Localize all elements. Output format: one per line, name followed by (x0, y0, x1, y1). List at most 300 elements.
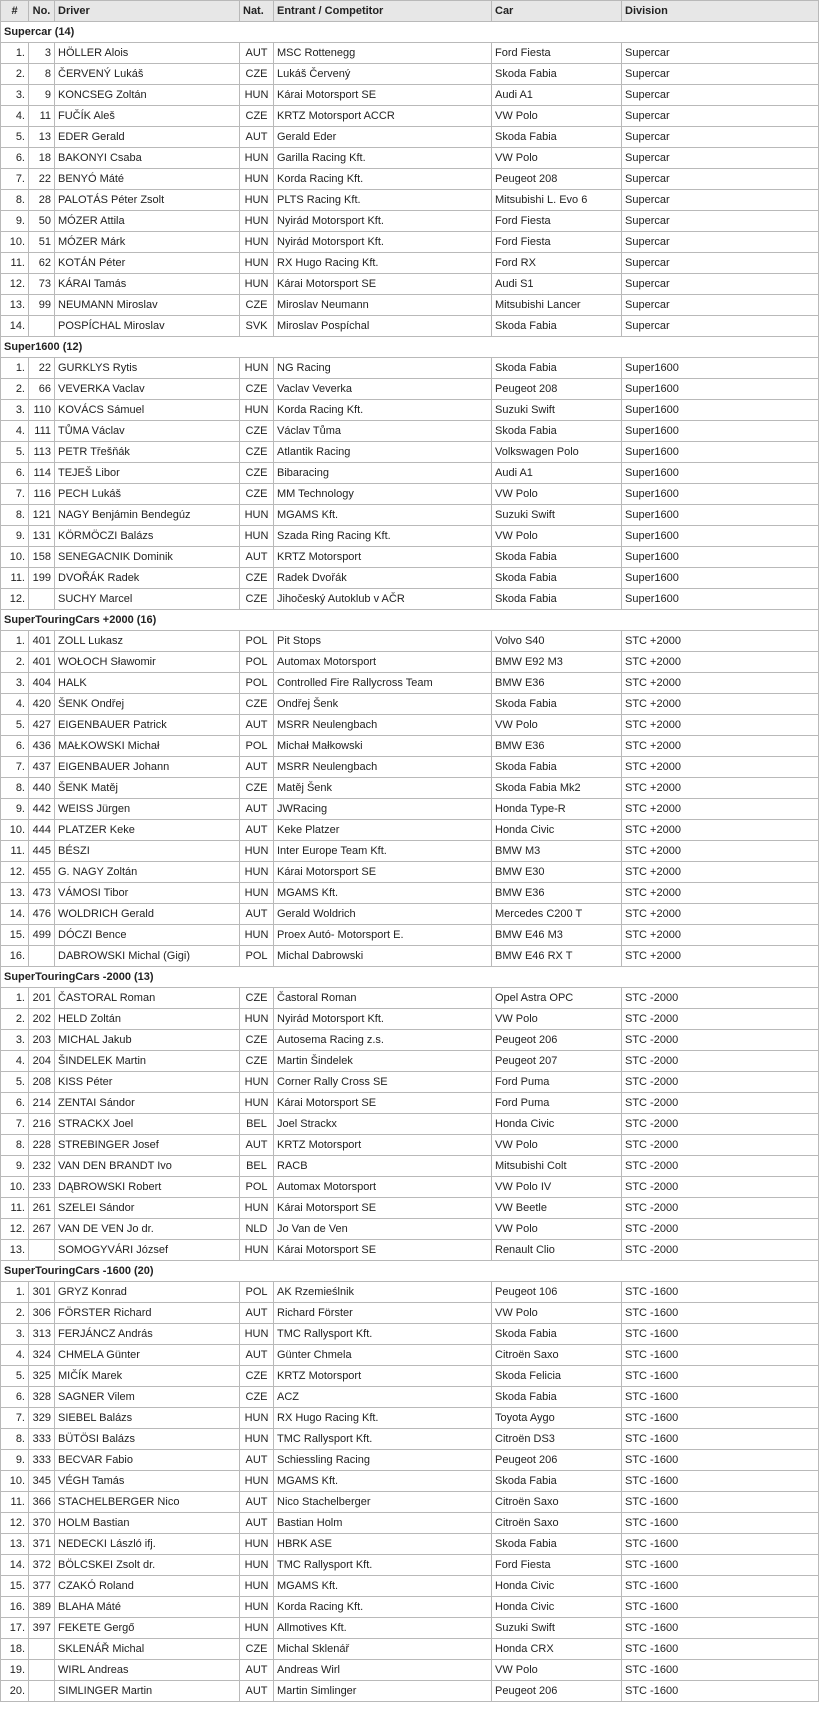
cell-car: BMW E46 M3 (492, 925, 622, 946)
cell-position: 16. (1, 946, 29, 967)
cell-car: Skoda Fabia (492, 589, 622, 610)
cell-driver: PETR Třešňák (55, 442, 240, 463)
table-row (1, 253, 819, 274)
cell-number: 333 (29, 1450, 55, 1471)
cell-car: Suzuki Swift (492, 1618, 622, 1639)
cell-nationality: HUN (240, 1072, 274, 1093)
cell-entrant: Garilla Racing Kft. (274, 148, 492, 169)
cell-position: 12. (1, 1219, 29, 1240)
table-row (1, 1345, 819, 1366)
table-row (1, 421, 819, 442)
table-row (1, 64, 819, 85)
table-row (1, 43, 819, 64)
table-row (1, 568, 819, 589)
cell-division: STC -1600 (622, 1681, 819, 1702)
cell-entrant: Jihočeský Autoklub v AČR (274, 589, 492, 610)
cell-division: Super1600 (622, 568, 819, 589)
cell-division: STC +2000 (622, 715, 819, 736)
cell-car: Peugeot 106 (492, 1282, 622, 1303)
cell-division: STC +2000 (622, 925, 819, 946)
cell-driver: HOLM Bastian (55, 1513, 240, 1534)
cell-division: STC -1600 (622, 1618, 819, 1639)
cell-position: 13. (1, 1240, 29, 1261)
cell-driver: ZENTAI Sándor (55, 1093, 240, 1114)
cell-number: 228 (29, 1135, 55, 1156)
cell-number: 440 (29, 778, 55, 799)
cell-entrant: TMC Rallysport Kft. (274, 1555, 492, 1576)
cell-number: 329 (29, 1408, 55, 1429)
table-row (1, 1450, 819, 1471)
cell-division: STC -1600 (622, 1513, 819, 1534)
cell-entrant: Matěj Šenk (274, 778, 492, 799)
cell-division: STC +2000 (622, 904, 819, 925)
cell-division: Super1600 (622, 589, 819, 610)
cell-division: Super1600 (622, 463, 819, 484)
cell-position: 5. (1, 1072, 29, 1093)
cell-nationality: AUT (240, 1681, 274, 1702)
section-header-row (1, 22, 819, 43)
table-row (1, 1387, 819, 1408)
cell-position: 10. (1, 232, 29, 253)
col-header-nationality: Nat. (240, 1, 274, 22)
cell-entrant: MM Technology (274, 484, 492, 505)
cell-car: Mitsubishi Colt (492, 1156, 622, 1177)
cell-number: 3 (29, 43, 55, 64)
cell-number: 114 (29, 463, 55, 484)
cell-driver: BENYÓ Máté (55, 169, 240, 190)
cell-entrant: Proex Autó- Motorsport E. (274, 925, 492, 946)
section-header-row (1, 967, 819, 988)
cell-nationality: HUN (240, 526, 274, 547)
cell-car: VW Polo (492, 106, 622, 127)
cell-position: 9. (1, 526, 29, 547)
cell-car: Skoda Fabia (492, 1324, 622, 1345)
table-row (1, 799, 819, 820)
cell-number: 110 (29, 400, 55, 421)
cell-division: Supercar (622, 85, 819, 106)
cell-nationality: HUN (240, 358, 274, 379)
cell-division: Supercar (622, 148, 819, 169)
cell-driver: PLATZER Keke (55, 820, 240, 841)
cell-division: STC -2000 (622, 1009, 819, 1030)
cell-division: STC -1600 (622, 1576, 819, 1597)
cell-division: STC +2000 (622, 841, 819, 862)
cell-nationality: POL (240, 673, 274, 694)
table-row (1, 631, 819, 652)
cell-driver: MAŁKOWSKI Michał (55, 736, 240, 757)
col-header-driver: Driver (55, 1, 240, 22)
cell-position: 8. (1, 505, 29, 526)
cell-number: 306 (29, 1303, 55, 1324)
cell-entrant: MSC Rottenegg (274, 43, 492, 64)
cell-number: 267 (29, 1219, 55, 1240)
cell-entrant: Korda Racing Kft. (274, 400, 492, 421)
cell-position: 14. (1, 904, 29, 925)
cell-number: 62 (29, 253, 55, 274)
cell-driver: MÓZER Attila (55, 211, 240, 232)
cell-car: VW Beetle (492, 1198, 622, 1219)
cell-number: 420 (29, 694, 55, 715)
cell-driver: G. NAGY Zoltán (55, 862, 240, 883)
cell-car: Skoda Fabia (492, 694, 622, 715)
cell-car: Skoda Fabia (492, 547, 622, 568)
cell-driver: PECH Lukáš (55, 484, 240, 505)
table-row (1, 925, 819, 946)
cell-entrant: Korda Racing Kft. (274, 1597, 492, 1618)
table-row (1, 1009, 819, 1030)
cell-car: Citroën Saxo (492, 1492, 622, 1513)
cell-car: VW Polo (492, 1135, 622, 1156)
table-row (1, 463, 819, 484)
cell-driver: ČERVENÝ Lukáš (55, 64, 240, 85)
cell-driver: SAGNER Vilem (55, 1387, 240, 1408)
cell-number: 345 (29, 1471, 55, 1492)
table-row (1, 1534, 819, 1555)
cell-division: STC -1600 (622, 1555, 819, 1576)
cell-nationality: CZE (240, 106, 274, 127)
table-row (1, 1576, 819, 1597)
cell-position: 5. (1, 442, 29, 463)
cell-position: 1. (1, 1282, 29, 1303)
cell-car: Audi A1 (492, 85, 622, 106)
cell-position: 12. (1, 862, 29, 883)
cell-position: 13. (1, 295, 29, 316)
cell-entrant: Bibaracing (274, 463, 492, 484)
cell-number: 437 (29, 757, 55, 778)
cell-number (29, 589, 55, 610)
cell-entrant: Martin Šindelek (274, 1051, 492, 1072)
table-row (1, 1093, 819, 1114)
table-row (1, 736, 819, 757)
cell-position: 3. (1, 1324, 29, 1345)
cell-nationality: POL (240, 946, 274, 967)
cell-car: Audi A1 (492, 463, 622, 484)
table-row (1, 1555, 819, 1576)
cell-number: 51 (29, 232, 55, 253)
cell-division: Super1600 (622, 547, 819, 568)
cell-division: Super1600 (622, 379, 819, 400)
table-row (1, 1030, 819, 1051)
cell-division: Super1600 (622, 442, 819, 463)
table-row (1, 106, 819, 127)
cell-nationality: HUN (240, 505, 274, 526)
cell-nationality: AUT (240, 904, 274, 925)
cell-nationality: HUN (240, 1576, 274, 1597)
cell-division: STC -2000 (622, 1198, 819, 1219)
col-header-number: No. (29, 1, 55, 22)
cell-nationality: HUN (240, 85, 274, 106)
cell-nationality: AUT (240, 43, 274, 64)
cell-division: STC -1600 (622, 1450, 819, 1471)
cell-driver: MICHAL Jakub (55, 1030, 240, 1051)
cell-nationality: AUT (240, 1303, 274, 1324)
table-row (1, 1177, 819, 1198)
cell-position: 10. (1, 820, 29, 841)
table-row (1, 1156, 819, 1177)
cell-car: Skoda Fabia (492, 358, 622, 379)
table-row (1, 1072, 819, 1093)
cell-car: Citroën DS3 (492, 1429, 622, 1450)
cell-driver: SZELEI Sándor (55, 1198, 240, 1219)
table-row (1, 358, 819, 379)
cell-number: 377 (29, 1576, 55, 1597)
cell-nationality: HUN (240, 862, 274, 883)
cell-division: Super1600 (622, 421, 819, 442)
cell-number: 66 (29, 379, 55, 400)
cell-number: 313 (29, 1324, 55, 1345)
table-row (1, 673, 819, 694)
cell-driver: VEVERKA Vaclav (55, 379, 240, 400)
cell-car: Skoda Fabia (492, 64, 622, 85)
cell-division: STC -2000 (622, 1135, 819, 1156)
cell-driver: ŠINDELEK Martin (55, 1051, 240, 1072)
col-header-entrant: Entrant / Competitor (274, 1, 492, 22)
cell-car: Skoda Fabia (492, 1534, 622, 1555)
cell-car: Skoda Fabia (492, 568, 622, 589)
cell-driver: EIGENBAUER Patrick (55, 715, 240, 736)
table-row (1, 1114, 819, 1135)
table-row (1, 652, 819, 673)
cell-driver: KISS Péter (55, 1072, 240, 1093)
cell-entrant: MSRR Neulengbach (274, 715, 492, 736)
cell-entrant: RX Hugo Racing Kft. (274, 1408, 492, 1429)
cell-division: Supercar (622, 43, 819, 64)
cell-division: Supercar (622, 316, 819, 337)
cell-car: Ford Fiesta (492, 232, 622, 253)
cell-car: Skoda Fabia (492, 127, 622, 148)
cell-driver: VAN DEN BRANDT Ivo (55, 1156, 240, 1177)
cell-number: 199 (29, 568, 55, 589)
cell-position: 19. (1, 1660, 29, 1681)
cell-entrant: Pit Stops (274, 631, 492, 652)
cell-entrant: TMC Rallysport Kft. (274, 1429, 492, 1450)
cell-entrant: KRTZ Motorsport (274, 1366, 492, 1387)
cell-number: 442 (29, 799, 55, 820)
cell-position: 12. (1, 589, 29, 610)
cell-driver: DÓCZI Bence (55, 925, 240, 946)
table-row (1, 190, 819, 211)
cell-car: Ford Fiesta (492, 211, 622, 232)
cell-car: Suzuki Swift (492, 505, 622, 526)
cell-nationality: HUN (240, 1429, 274, 1450)
table-row (1, 715, 819, 736)
cell-position: 1. (1, 358, 29, 379)
cell-division: Supercar (622, 106, 819, 127)
cell-number: 204 (29, 1051, 55, 1072)
cell-position: 7. (1, 169, 29, 190)
table-row (1, 1135, 819, 1156)
table-row (1, 484, 819, 505)
table-row (1, 1198, 819, 1219)
cell-division: STC -2000 (622, 1114, 819, 1135)
cell-entrant: Controlled Fire Rallycross Team (274, 673, 492, 694)
cell-car: Peugeot 208 (492, 379, 622, 400)
cell-division: STC +2000 (622, 673, 819, 694)
cell-position: 11. (1, 841, 29, 862)
cell-division: STC +2000 (622, 778, 819, 799)
cell-entrant: PLTS Racing Kft. (274, 190, 492, 211)
table-row (1, 169, 819, 190)
cell-position: 5. (1, 1366, 29, 1387)
cell-position: 3. (1, 400, 29, 421)
cell-nationality: CZE (240, 64, 274, 85)
cell-number: 401 (29, 652, 55, 673)
cell-car: Toyota Aygo (492, 1408, 622, 1429)
cell-nationality: HUN (240, 274, 274, 295)
cell-entrant: RX Hugo Racing Kft. (274, 253, 492, 274)
cell-driver: VÁMOSI Tibor (55, 883, 240, 904)
cell-driver: DĄBROWSKI Robert (55, 1177, 240, 1198)
cell-car: Citroën Saxo (492, 1513, 622, 1534)
cell-number (29, 1240, 55, 1261)
cell-driver: VÉGH Tamás (55, 1471, 240, 1492)
cell-nationality: HUN (240, 400, 274, 421)
cell-car: Ford Puma (492, 1072, 622, 1093)
cell-nationality: HUN (240, 1597, 274, 1618)
table-row (1, 274, 819, 295)
cell-number (29, 946, 55, 967)
cell-position: 9. (1, 211, 29, 232)
cell-position: 7. (1, 1114, 29, 1135)
cell-nationality: HUN (240, 1534, 274, 1555)
cell-nationality: POL (240, 652, 274, 673)
cell-nationality: CZE (240, 1639, 274, 1660)
cell-entrant: NG Racing (274, 358, 492, 379)
cell-division: STC -1600 (622, 1660, 819, 1681)
cell-nationality: AUT (240, 820, 274, 841)
cell-nationality: AUT (240, 799, 274, 820)
cell-car: Peugeot 206 (492, 1681, 622, 1702)
cell-position: 14. (1, 316, 29, 337)
cell-driver: BECVAR Fabio (55, 1450, 240, 1471)
cell-nationality: HUN (240, 211, 274, 232)
cell-driver: FEKETE Gergő (55, 1618, 240, 1639)
cell-driver: DABROWSKI Michal (Gigi) (55, 946, 240, 967)
cell-position: 20. (1, 1681, 29, 1702)
cell-entrant: Bastian Holm (274, 1513, 492, 1534)
cell-driver: BÉSZI (55, 841, 240, 862)
cell-nationality: CZE (240, 442, 274, 463)
cell-division: STC +2000 (622, 946, 819, 967)
cell-number: 232 (29, 1156, 55, 1177)
cell-nationality: HUN (240, 1093, 274, 1114)
cell-car: VW Polo (492, 1660, 622, 1681)
cell-number: 131 (29, 526, 55, 547)
cell-entrant: Michał Małkowski (274, 736, 492, 757)
table-row (1, 904, 819, 925)
cell-position: 4. (1, 106, 29, 127)
cell-position: 3. (1, 1030, 29, 1051)
table-row (1, 400, 819, 421)
cell-driver: BÖLCSKEI Zsolt dr. (55, 1555, 240, 1576)
cell-entrant: Ondřej Šenk (274, 694, 492, 715)
cell-nationality: POL (240, 631, 274, 652)
cell-number: 216 (29, 1114, 55, 1135)
cell-car: Peugeot 206 (492, 1030, 622, 1051)
cell-nationality: AUT (240, 1660, 274, 1681)
cell-position: 7. (1, 757, 29, 778)
cell-car: BMW E36 (492, 736, 622, 757)
cell-car: BMW E36 (492, 673, 622, 694)
cell-nationality: AUT (240, 1345, 274, 1366)
table-row (1, 1513, 819, 1534)
table-row (1, 295, 819, 316)
cell-number: 427 (29, 715, 55, 736)
cell-nationality: HUN (240, 1618, 274, 1639)
cell-nationality: AUT (240, 1135, 274, 1156)
cell-division: STC -1600 (622, 1639, 819, 1660)
cell-car: Skoda Fabia (492, 1387, 622, 1408)
cell-car: Skoda Felicia (492, 1366, 622, 1387)
cell-position: 2. (1, 1009, 29, 1030)
cell-position: 2. (1, 1303, 29, 1324)
cell-nationality: HUN (240, 1408, 274, 1429)
cell-car: Mitsubishi L. Evo 6 (492, 190, 622, 211)
cell-nationality: CZE (240, 295, 274, 316)
cell-entrant: JWRacing (274, 799, 492, 820)
cell-position: 8. (1, 1429, 29, 1450)
section-title: Supercar (14) (1, 22, 819, 43)
cell-number: 9 (29, 85, 55, 106)
cell-car: Honda Type-R (492, 799, 622, 820)
cell-nationality: HUN (240, 841, 274, 862)
cell-driver: ŠENK Ondřej (55, 694, 240, 715)
cell-number: 476 (29, 904, 55, 925)
cell-division: STC -1600 (622, 1303, 819, 1324)
cell-number: 445 (29, 841, 55, 862)
cell-division: STC -1600 (622, 1345, 819, 1366)
cell-division: Supercar (622, 169, 819, 190)
table-row (1, 85, 819, 106)
cell-nationality: CZE (240, 421, 274, 442)
cell-entrant: Martin Simlinger (274, 1681, 492, 1702)
cell-nationality: AUT (240, 1492, 274, 1513)
cell-nationality: HUN (240, 1198, 274, 1219)
cell-number: 366 (29, 1492, 55, 1513)
cell-division: Supercar (622, 253, 819, 274)
cell-number: 325 (29, 1366, 55, 1387)
cell-position: 8. (1, 778, 29, 799)
table-row (1, 1051, 819, 1072)
cell-car: BMW E46 RX T (492, 946, 622, 967)
cell-car: Ford RX (492, 253, 622, 274)
cell-position: 5. (1, 127, 29, 148)
cell-division: STC +2000 (622, 631, 819, 652)
cell-division: Supercar (622, 127, 819, 148)
cell-car: BMW E30 (492, 862, 622, 883)
cell-position: 11. (1, 1198, 29, 1219)
cell-driver: WOŁOCH Sławomir (55, 652, 240, 673)
cell-division: STC -2000 (622, 1240, 819, 1261)
cell-car: Mercedes C200 T (492, 904, 622, 925)
cell-division: STC +2000 (622, 862, 819, 883)
cell-nationality: NLD (240, 1219, 274, 1240)
table-row (1, 1429, 819, 1450)
table-row (1, 1660, 819, 1681)
cell-entrant: MGAMS Kft. (274, 1471, 492, 1492)
cell-nationality: CZE (240, 463, 274, 484)
cell-car: Citroën Saxo (492, 1345, 622, 1366)
cell-number: 436 (29, 736, 55, 757)
cell-entrant: Nico Stachelberger (274, 1492, 492, 1513)
cell-division: STC -1600 (622, 1366, 819, 1387)
cell-nationality: POL (240, 1177, 274, 1198)
cell-position: 16. (1, 1597, 29, 1618)
cell-number: 202 (29, 1009, 55, 1030)
cell-nationality: CZE (240, 988, 274, 1009)
cell-nationality: CZE (240, 589, 274, 610)
cell-position: 9. (1, 1450, 29, 1471)
